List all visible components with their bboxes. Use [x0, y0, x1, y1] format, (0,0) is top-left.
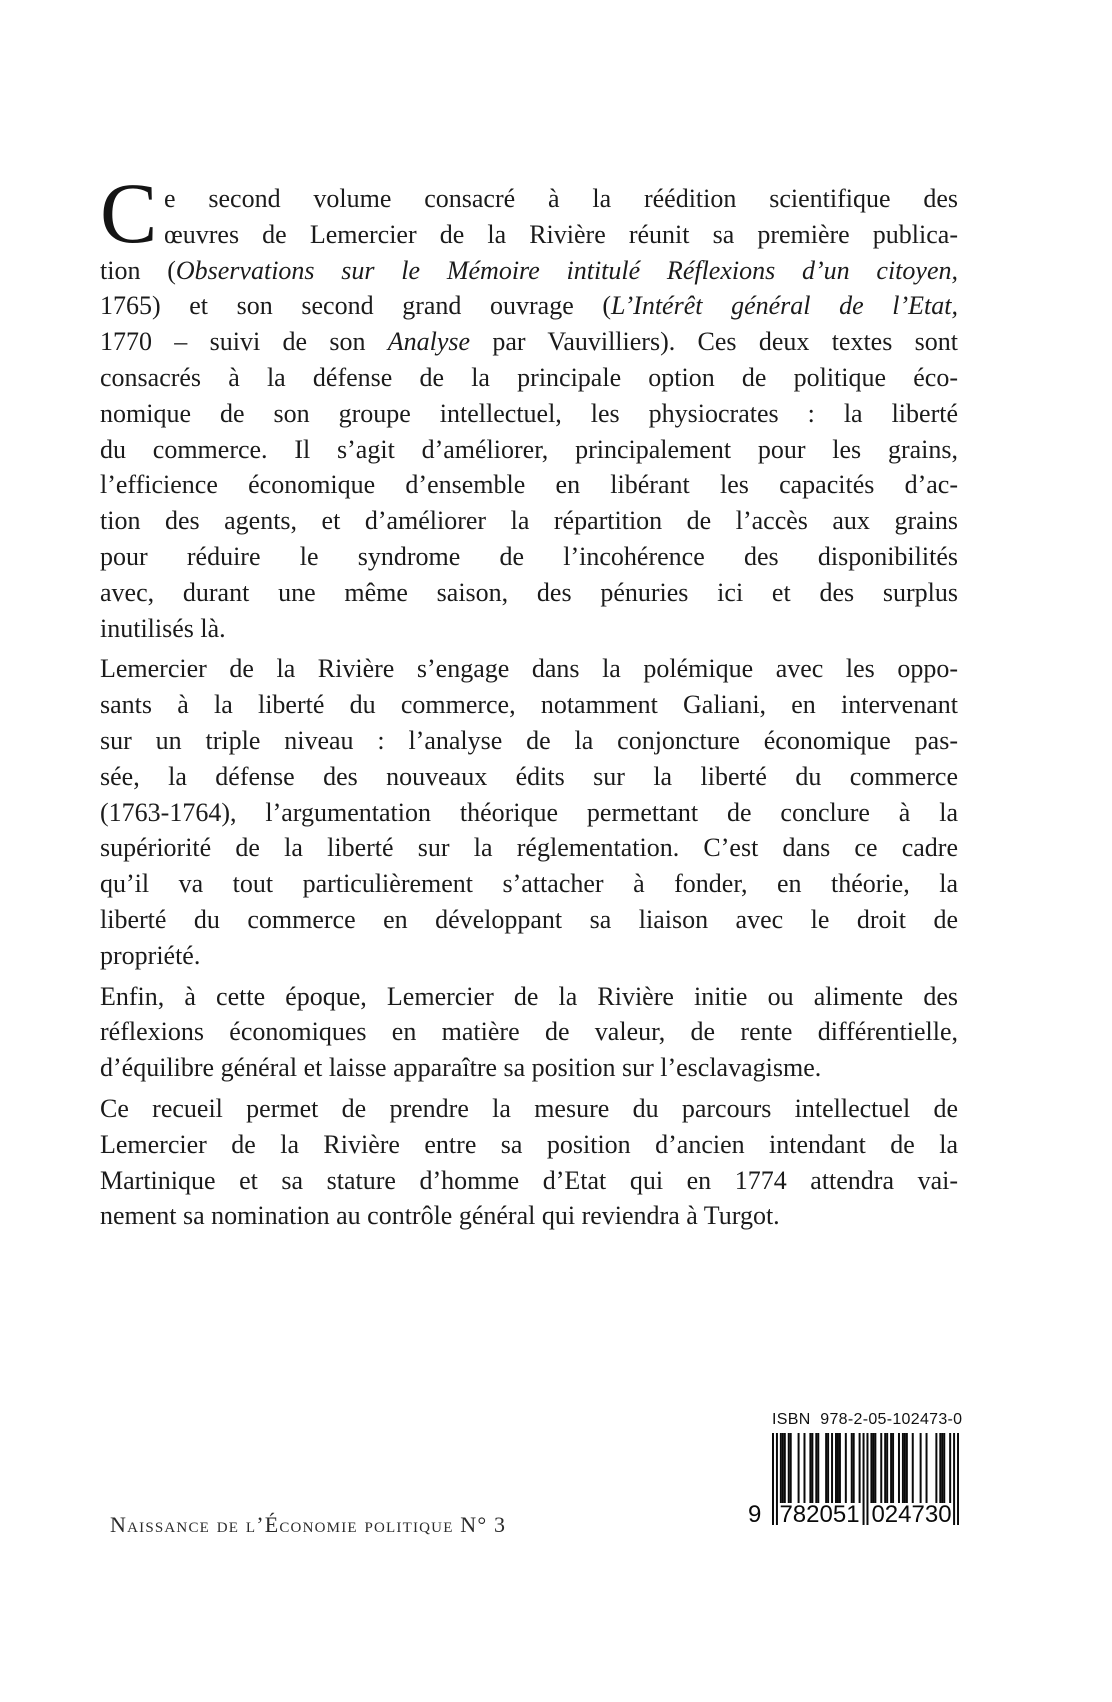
blurb-text — [100, 181, 958, 1234]
text-run: inutilisés là. — [100, 613, 226, 643]
text-line — [100, 938, 958, 974]
text-run: Martinique et sa stature d’homme d’Etat qui en 1774 attendra vai- — [100, 1165, 958, 1195]
text-run: pour réduire le syndrome de l’incohérence des disponibilités — [100, 541, 958, 571]
text-line — [100, 181, 958, 217]
text-line — [100, 866, 958, 902]
text-run: tion ( — [100, 255, 176, 285]
paragraph-1 — [100, 181, 958, 646]
text-run: sée, la défense des nouveaux édits sur la liberté du commerce — [100, 761, 958, 791]
text-line — [100, 503, 958, 539]
paragraph-3 — [100, 979, 958, 1086]
italic-title-run: Observations sur le Mémoire intitulé Réflexions d’un citoyen, — [175, 255, 958, 285]
text-line — [100, 539, 958, 575]
text-run: réflexions économiques en matière de valeur, de rente différentielle, — [100, 1017, 958, 1047]
text-line — [100, 432, 958, 468]
text-run: d’équilibre général et laisse apparaître sa position sur l’esclavagisme. — [100, 1053, 822, 1083]
text-run: 1765) et son second grand ouvrage ( — [100, 291, 612, 321]
text-line — [100, 360, 958, 396]
text-run: tion des agents, et d’améliorer la répartition de l’accès aux grains — [100, 506, 958, 536]
text-run: Enfin, à cette époque, Lemercier de la Rivière initie ou alimente des — [100, 981, 958, 1011]
text-line — [100, 1127, 958, 1163]
text-line — [100, 253, 958, 289]
text-line — [100, 1050, 958, 1086]
text-run: nement sa nomination au contrôle général qui reviendra à Turgot. — [100, 1201, 780, 1231]
isbn-number: ISBN 978-2-05-102473-0 — [772, 1411, 963, 1428]
text-line — [100, 611, 958, 647]
text-line — [100, 723, 958, 759]
paragraph-2 — [100, 651, 958, 973]
isbn-block — [748, 1411, 963, 1529]
italic-title-run: L’Intérêt général de l’Etat, — [611, 291, 958, 321]
text-run: e second volume consacré à la réédition scientifique des — [164, 184, 958, 213]
text-run: l’efficience économique d’ensemble en libérant les capacités d’ac- — [100, 470, 958, 500]
text-run: œuvres de Lemercier de la Rivière réunit sa première publica- — [164, 219, 958, 249]
text-run: du commerce. Il s’agit d’améliorer, principalement pour les grains, — [100, 434, 958, 464]
text-run: par Vauvilliers). Ces deux textes sont — [470, 327, 958, 357]
italic-title-run: Analyse — [387, 327, 471, 357]
text-run: liberté du commerce en développant sa liaison avec le droit de — [100, 904, 958, 934]
text-line — [100, 795, 958, 831]
text-run: qu’il va tout particulièrement s’attacher à fonder, en théorie, la — [100, 869, 958, 899]
text-line — [100, 467, 958, 503]
dropcap-letter: C — [100, 165, 158, 261]
text-line — [100, 396, 958, 432]
text-line — [100, 902, 958, 938]
text-line — [100, 217, 958, 253]
barcode-digit-prefix: 9 — [748, 1501, 762, 1528]
text-run: propriété. — [100, 940, 201, 970]
text-line — [100, 830, 958, 866]
text-line — [100, 575, 958, 611]
series-title: Naissance de l’Économie politique N° 3 — [110, 1512, 507, 1537]
text-line — [100, 687, 958, 723]
text-line — [100, 324, 958, 360]
text-run: Ce recueil permet de prendre la mesure du parcours intellectuel de — [100, 1093, 958, 1123]
paragraph-4 — [100, 1091, 958, 1234]
text-line — [100, 651, 958, 687]
text-line — [100, 1014, 958, 1050]
text-run: 1770 – suivi de son — [100, 327, 388, 357]
text-line — [100, 759, 958, 795]
barcode-wrap — [748, 1433, 959, 1529]
text-run: sur un triple niveau : l’analyse de la conjoncture économique pas- — [100, 725, 958, 755]
text-run: supériorité de la liberté sur la réglementation. C’est dans ce cadre — [100, 833, 958, 863]
text-run: consacrés à la défense de la principale option de politique éco- — [100, 362, 958, 392]
barcode-digits-right: 024730 — [871, 1501, 952, 1528]
barcode-digits-left: 782051 — [779, 1501, 860, 1528]
text-line — [100, 979, 958, 1015]
text-line — [100, 1163, 958, 1199]
text-run: Lemercier de la Rivière s’engage dans la polémique avec les oppo- — [100, 654, 958, 684]
text-run: (1763-1764), l’argumentation théorique permettant de conclure à la — [100, 797, 958, 827]
text-run: avec, durant une même saison, des pénuries ici et des surplus — [100, 577, 958, 607]
text-run: nomique de son groupe intellectuel, les physiocrates : la liberté — [100, 398, 958, 428]
text-line — [100, 1198, 958, 1234]
text-line — [100, 288, 958, 324]
text-run: sants à la liberté du commerce, notamment Galiani, en intervenant — [100, 690, 958, 720]
text-run: Lemercier de la Rivière entre sa position d’ancien intendant de la — [100, 1129, 958, 1159]
text-line — [100, 1091, 958, 1127]
